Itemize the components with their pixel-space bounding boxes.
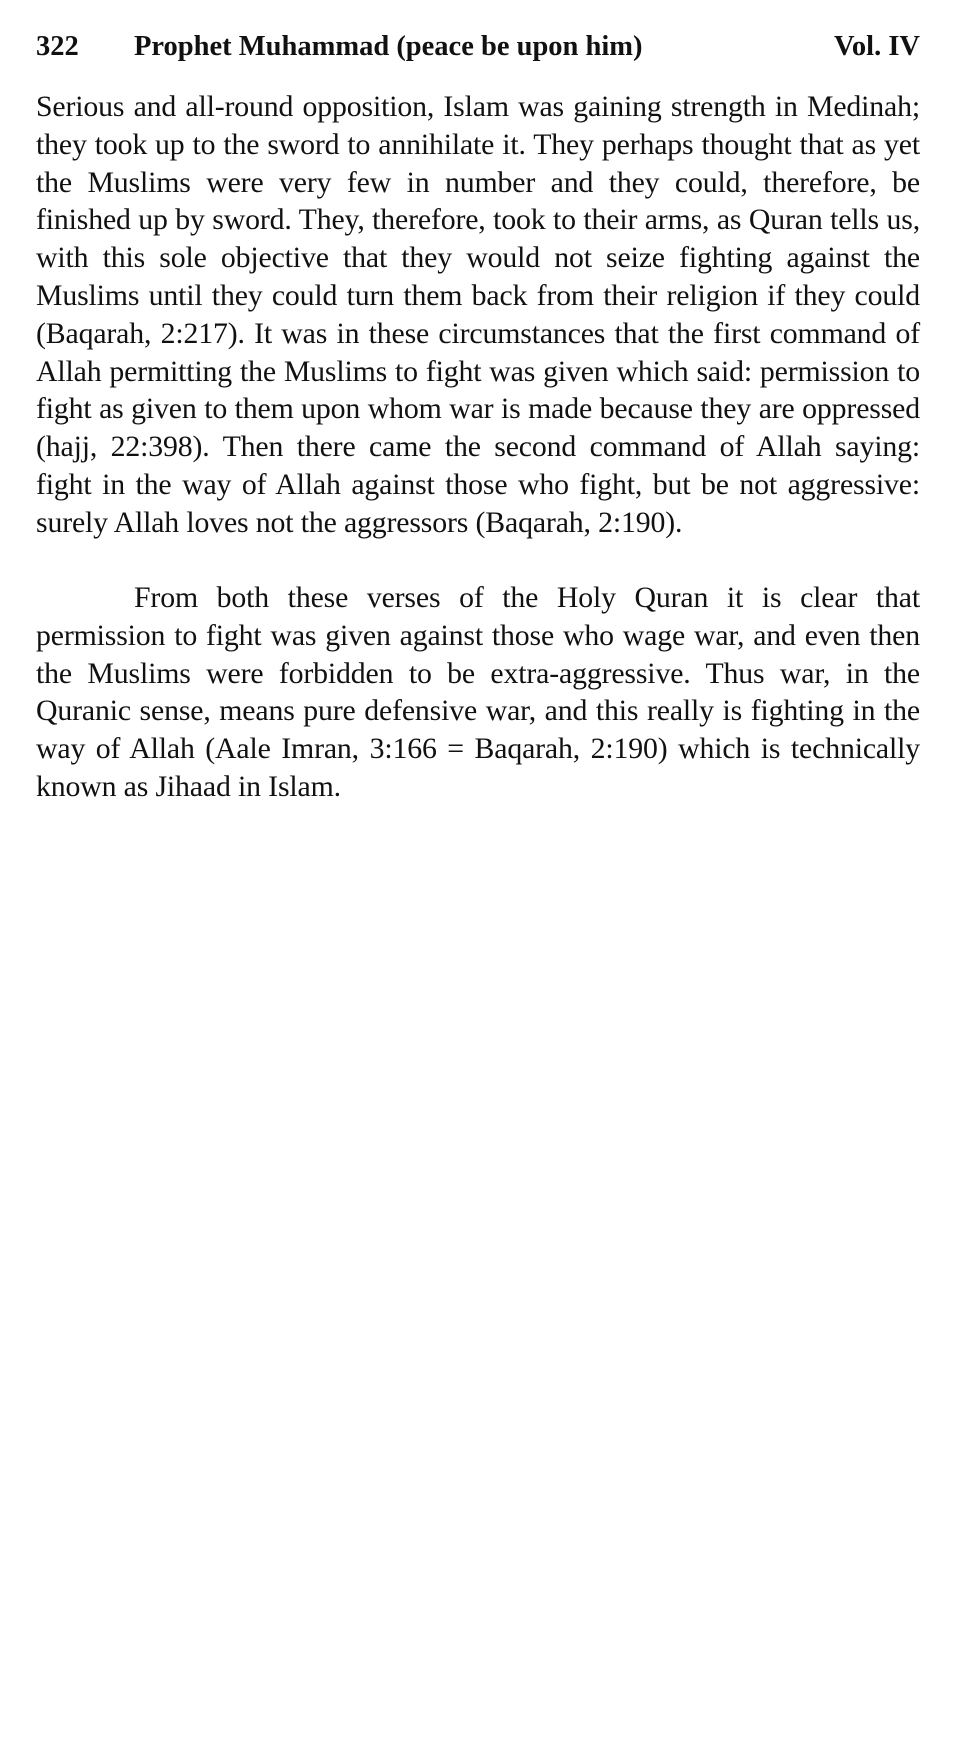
page-number: 322	[36, 31, 79, 62]
book-title: Prophet Muhammad (peace be upon him)	[134, 31, 643, 62]
running-header	[36, 26, 920, 68]
paragraph-1: Serious and all-round opposition, Islam was gaining strength in Medinah; they took up to the sword to annihilate it. They perhaps thought that as yet the Muslims were very few in number and they could, therefore, be finished up by sword. They, therefore, took to their arms, as Quran tells us, with this sole objective that they would not seize fighting against the Muslims until they could turn them back from their religion if they could (Baqarah, 2:217). It was in these circumstances that the first command of Allah permitting the Muslims to fight was given which said: permission to fight as given to them upon whom war is made because they are oppressed (hajj, 22:398). Then there came the second command of Allah saying: fight in the way of Allah against those who fight, but be not aggressive: surely Allah loves not the aggressors (Baqarah, 2:190).	[36, 90, 920, 539]
book-page	[36, 26, 920, 806]
body-text	[36, 88, 920, 806]
paragraph-2: From both these verses of the Holy Quran it is clear that permission to fight was given against those who wage war, and even then the Muslims were forbidden to be extra-aggressive. Thus war, in the Quranic sense, means pure defensive war, and this really is fighting in the way of Allah (Aale Imran, 3:166 = Baqarah, 2:190) which is technically known as Jihaad in Islam.	[36, 581, 920, 804]
volume-label: Vol. IV	[833, 31, 920, 62]
